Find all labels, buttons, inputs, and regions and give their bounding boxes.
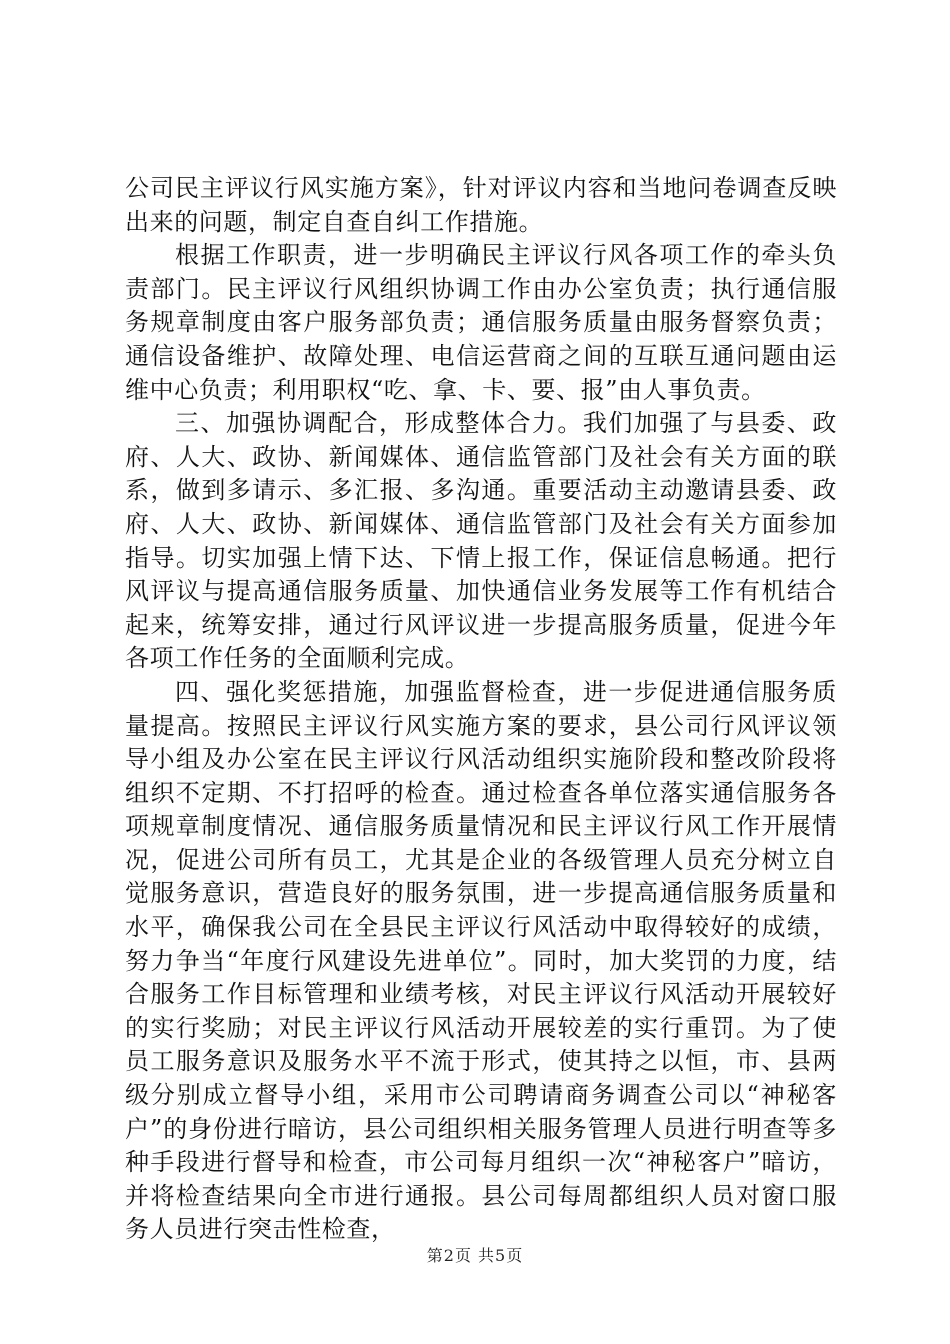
paragraph-2: 根据工作职责，进一步明确民主评议行风各项工作的牵头负责部门。民主评议行风组织协调工作由办公室负责；执行通信服务规章制度由客户服务部负责；通信服务质量由服务督察负责；通信设备维护、故障处理、电信运营商之间的互联互通问题由运维中心负责；利用职权“吃、拿、卡、要、报”由人事负责。 (125, 241, 837, 404)
paragraph-4: 四、强化奖惩措施，加强监督检查，进一步促进通信服务质量提高。按照民主评议行风实施方案的要求，县公司行风评议领导小组及办公室在民主评议行风活动组织实施阶段和整改阶段将组织不定期、不打招呼的检查。通过检查各单位落实通信服务各项规章制度情况、通信服务质量情况和民主评议行风工作开展情况，促进公司所有员工，尤其是企业的各级管理人员充分树立自觉服务意识，营造良好的服务氛围，进一步提高通信服务质量和水平，确保我公司在全县民主评议行风活动中取得较好的成绩，努力争当“年度行风建设先进单位”。同时，加大奖罚的力度，结合服务工作目标管理和业绩考核，对民主评议行风活动开展较好的实行奖励；对民主评议行风活动开展较差的实行重罚。为了使员工服务意识及服务水平不流于形式，使其持之以恒，市、县两级分别成立督导小组，采用市公司聘请商务调查公司以“神秘客户”的身份进行暗访，县公司组织相关服务管理人员进行明查等多种手段进行督导和检查，市公司每月组织一次“神秘客户”暗访，并将检查结果向全市进行通报。县公司每周都组织人员对窗口服务人员进行突击性检查， (125, 677, 837, 1244)
document-body (125, 172, 837, 1247)
paragraph-3: 三、加强协调配合，形成整体合力。我们加强了与县委、政府、人大、政协、新闻媒体、通信监管部门及社会有关方面的联系，做到多请示、多汇报、多沟通。重要活动主动邀请县委、政府、人大、政协、新闻媒体、通信监管部门及社会有关方面参加指导。切实加强上情下达、下情上报工作，保证信息畅通。把行风评议与提高通信服务质量、加快通信业务发展等工作有机结合起来，统筹安排，通过行风评议进一步提高服务质量，促进今年各项工作任务的全面顺利完成。 (125, 409, 837, 673)
paragraph-1: 公司民主评议行风实施方案》，针对评议内容和当地问卷调查反映出来的问题，制定自查自纠工作措施。 (125, 174, 837, 236)
page-number-footer: 第2页 共5页 (426, 1246, 524, 1265)
